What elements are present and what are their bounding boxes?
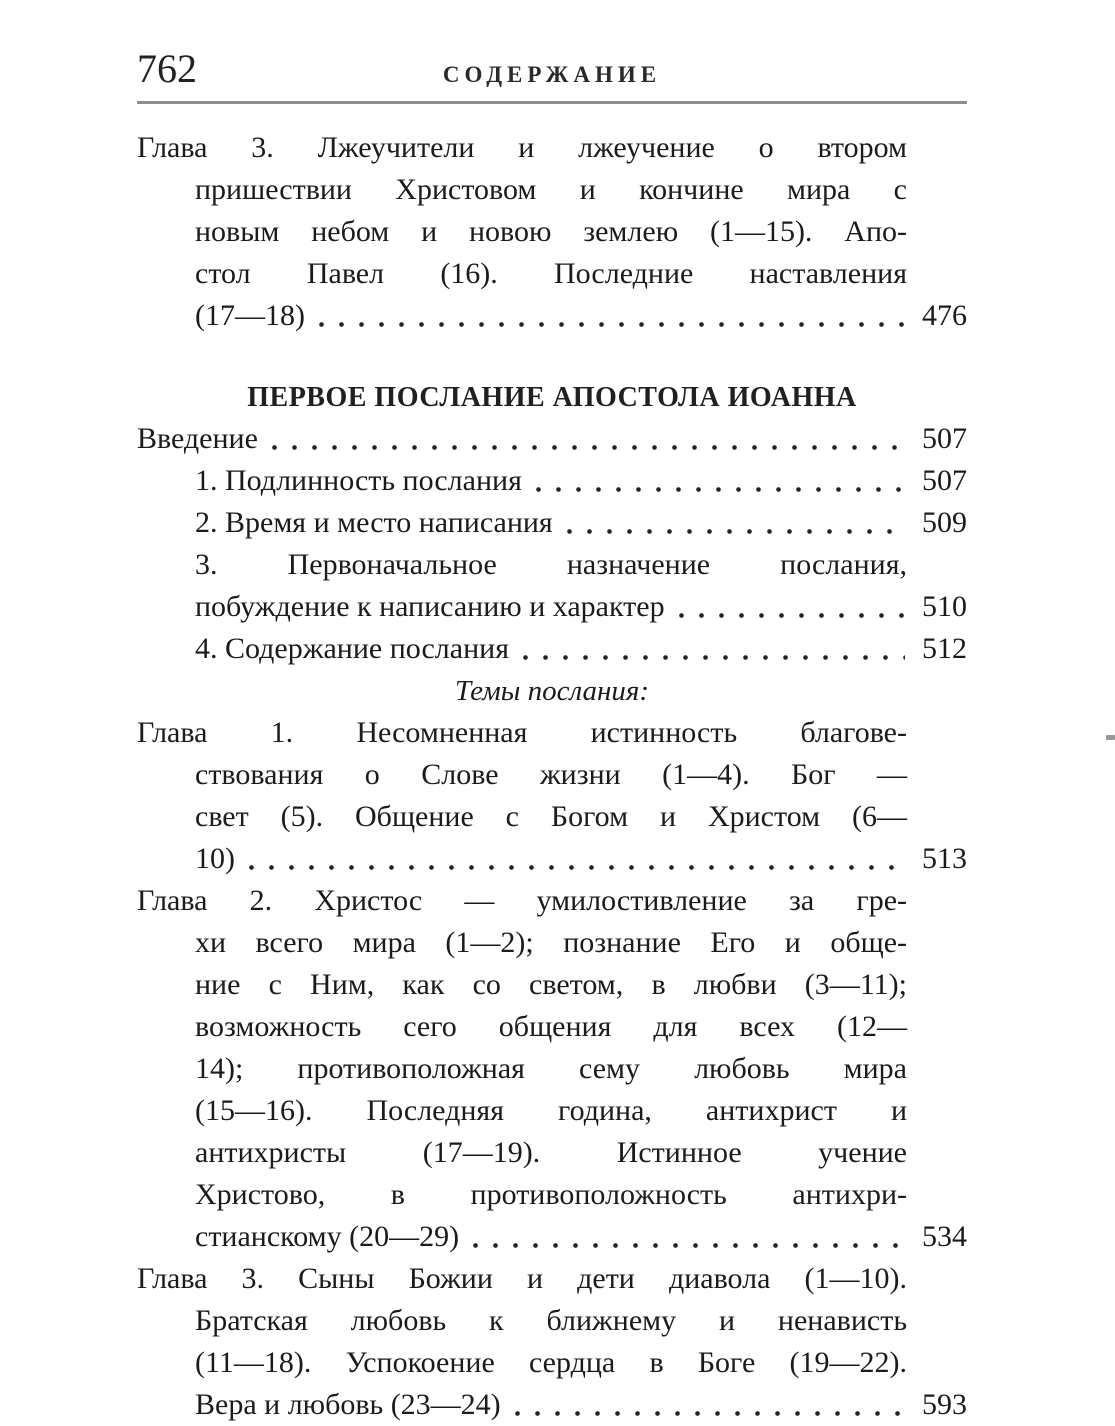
toc-entry-line: новым небом и новою землею (1—15). Апо- (195, 215, 907, 248)
toc-entry-line: пришествии Христовом и кончине мира с (195, 173, 907, 206)
section-heading: ПЕРВОЕ ПОСЛАНИЕ АПОСТОЛА ИОАННА (247, 382, 857, 413)
toc-entry-line: ние с Ним, как со светом, в любви (3—11); (195, 968, 907, 1001)
toc-entry-text: побуждение к написанию и характер (195, 590, 665, 623)
page-edge-artifact (1106, 735, 1115, 740)
toc-entry-last-line (137, 295, 967, 337)
toc-entry-line: свет (5). Общение с Богом и Христом (6— (195, 800, 907, 833)
toc-entry (137, 502, 967, 544)
dot-leader (249, 865, 905, 870)
toc-entry-last-line (137, 1384, 967, 1426)
entry-page-number: 507 (922, 422, 967, 455)
toc-entry (137, 880, 967, 1258)
toc-entry-last-line (137, 1216, 967, 1258)
toc-entry-text: 10) (195, 842, 235, 875)
toc-entry-text: 1. Подлинность послания (195, 464, 522, 497)
toc-entry-last-line (137, 628, 967, 670)
folio-page-number: 762 (137, 46, 197, 91)
toc-entry-line: хи всего мира (1—2); познание Его и обще- (195, 926, 907, 959)
toc-entry-line: Глава 3. Сыны Божии и дети диавола (1—10). (137, 1262, 907, 1295)
dot-leader (515, 1411, 905, 1416)
toc-entry-text: Введение (137, 422, 258, 455)
dot-leader (567, 529, 905, 534)
toc-entry-last-line (137, 460, 967, 502)
dot-leader (272, 445, 905, 450)
entry-page-number: 507 (922, 464, 967, 497)
toc-entry (137, 1258, 967, 1426)
dot-leader (473, 1243, 905, 1248)
toc-entry-last-line (137, 586, 967, 628)
entry-page-number: 534 (922, 1220, 967, 1253)
toc-entry-line: антихристы (17—19). Истинное учение (195, 1136, 907, 1169)
running-head-title: СОДЕРЖАНИЕ (442, 62, 662, 87)
toc-entry-line: 14); противоположная сему любовь мира (195, 1052, 907, 1085)
toc-entry-last-line (137, 502, 967, 544)
toc-entry (137, 418, 967, 460)
dot-leader (523, 655, 905, 660)
toc-entry-line: ствования о Слове жизни (1—4). Бог — (195, 758, 907, 791)
toc-body (137, 127, 967, 1426)
toc-entry-last-line (137, 418, 967, 460)
toc-entry-line: Братская любовь к ближнему и ненависть (195, 1304, 907, 1337)
toc-entry-line: стол Павел (16). Последние наставления (195, 257, 907, 290)
toc-entry-text: 2. Время и место написания (195, 506, 553, 539)
toc-entry-line: 3. Первоначальное назначение послания, (195, 548, 907, 581)
book-page (137, 0, 967, 1419)
entry-page-number: 513 (922, 842, 967, 875)
dot-leader (679, 613, 905, 618)
toc-entry-last-line (137, 838, 967, 880)
toc-entry (137, 628, 967, 670)
toc-entry-text: Вера и любовь (23—24) (195, 1388, 501, 1421)
toc-entry-line: (15—16). Последняя година, антихрист и (195, 1094, 907, 1127)
entry-page-number: 512 (922, 632, 967, 665)
toc-entry (137, 544, 967, 628)
toc-entry (137, 127, 967, 337)
toc-entry-line: Глава 2. Христос — умилостивление за гре- (137, 884, 907, 917)
header-rule (137, 101, 967, 104)
dot-leader (536, 487, 905, 492)
toc-entry-text: 4. Содержание послания (195, 632, 510, 665)
toc-entry-line: Глава 1. Несомненная истинность благове- (137, 716, 907, 749)
toc-entry-line: Христово, в противоположность антихри- (195, 1178, 907, 1211)
themes-subheading: Темы послания: (454, 675, 650, 707)
entry-page-number: 593 (922, 1388, 967, 1421)
toc-entry (137, 712, 967, 880)
toc-entry-line: (11—18). Успокоение сердца в Боге (19—22). (195, 1346, 907, 1379)
toc-entry-text: стианскому (20—29) (195, 1220, 460, 1253)
toc-entry-line: Глава 3. Лжеучители и лжеучение о втором (137, 131, 907, 164)
dot-leader (319, 322, 905, 327)
entry-page-number: 476 (922, 299, 967, 332)
entry-page-number: 509 (922, 506, 967, 539)
entry-page-number: 510 (922, 590, 967, 623)
toc-entry (137, 460, 967, 502)
toc-entry-line: возможность сего общения для всех (12— (195, 1010, 907, 1043)
toc-entry-text: (17—18) (195, 299, 305, 332)
